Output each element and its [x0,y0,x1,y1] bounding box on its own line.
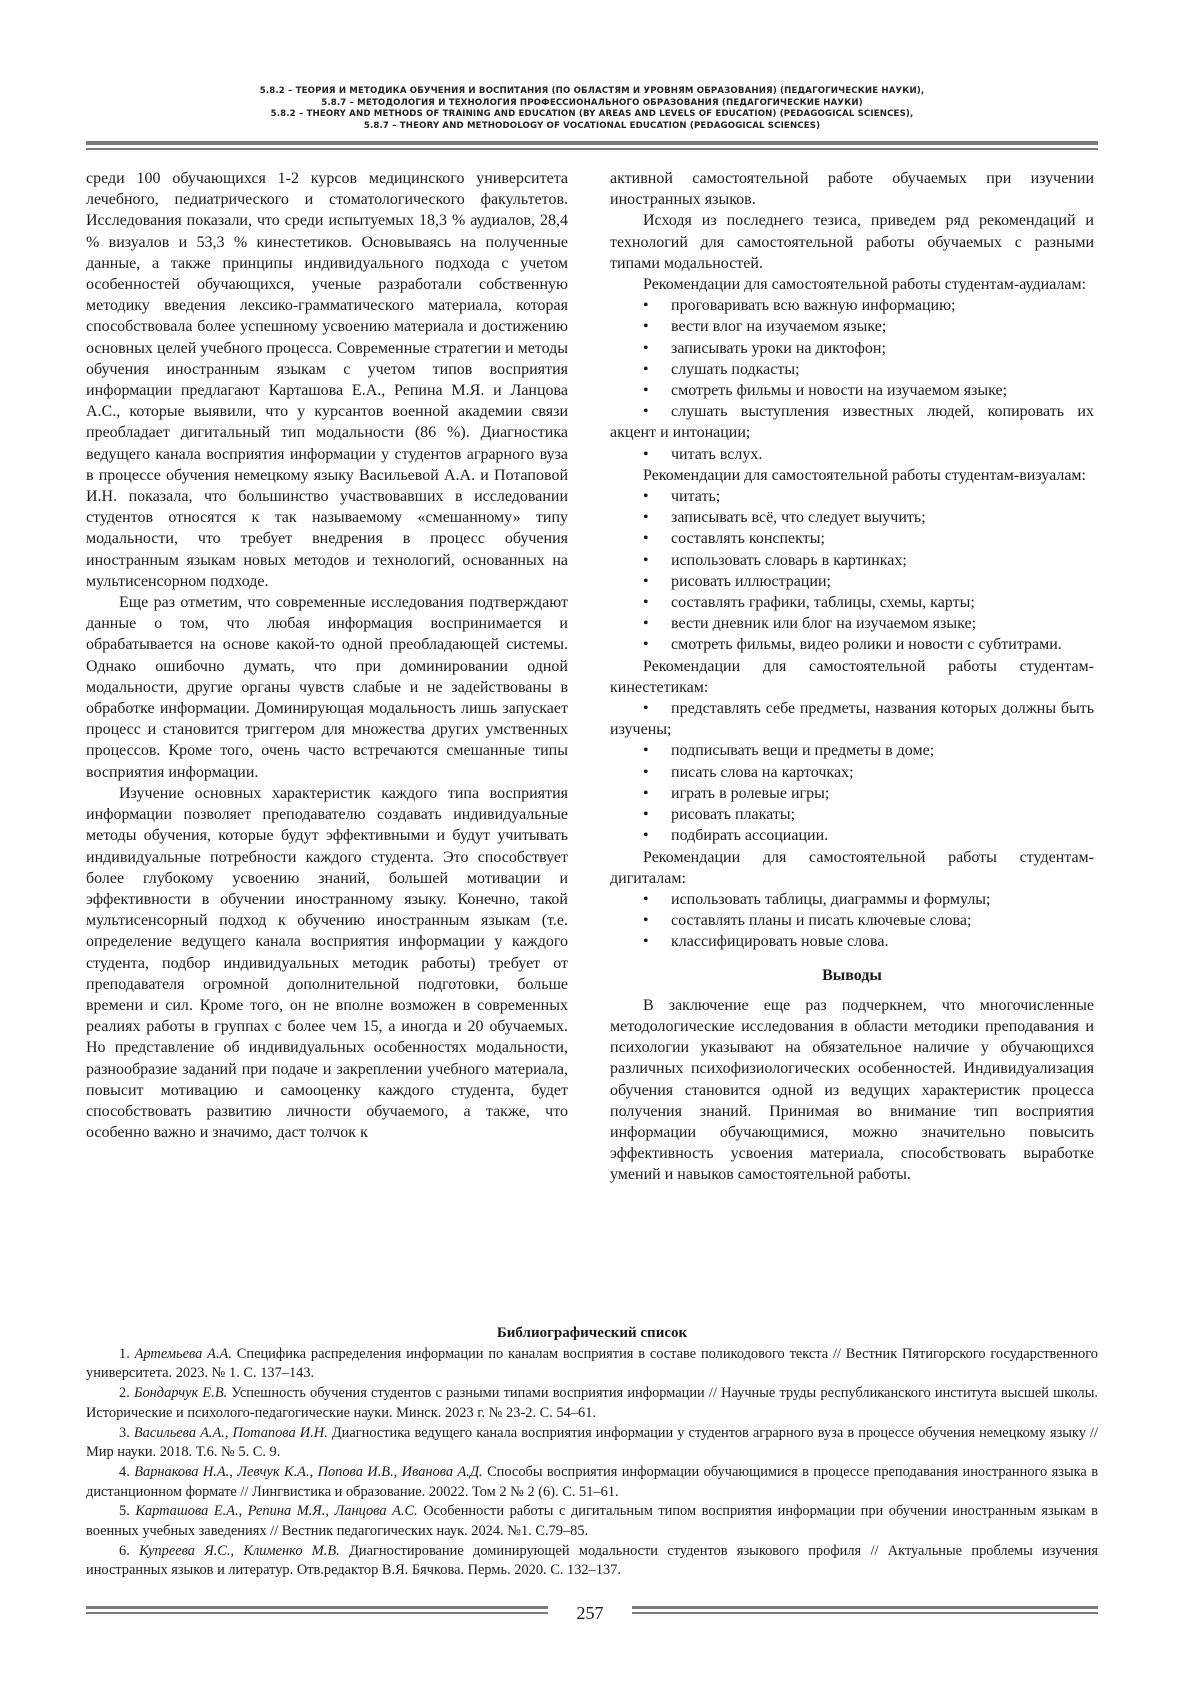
bibliography-number: 6. [119,1542,130,1559]
list-item-text: читать; [671,488,721,506]
page-number: 257 [576,1603,604,1623]
conclusions-title: Выводы [822,966,882,984]
list-item [610,740,1094,761]
list-item-text: вести дневник или блог на изучаемом языке; [671,615,977,633]
bibliography-authors: Купреева Я.С., Клименко М.В. [139,1542,340,1559]
list-item-text: представлять себе предметы, названия которых должны быть изучены; [610,700,1094,739]
bullet-icon: • [643,912,649,930]
bibliography-authors: Бондарчук Е.В. [133,1385,228,1402]
visual-heading: Рекомендации для самостоятельной работы студентам-визуалам: [643,466,1086,484]
list-item [610,486,1094,507]
bibliography-authors: Карташова Е.А., Репина М.Я., Ланцова А.С. [135,1503,418,1520]
list-item-text: записывать всё, что следует выучить; [671,509,926,527]
bibliography-title: Библиографический список [496,1325,688,1341]
list-item [610,910,1094,931]
list-item [610,444,1094,465]
kinesthetic-heading: Рекомендации для самостоятельной работы студентам-кинестетикам: [610,657,1094,696]
list-item-text: использовать таблицы, диаграммы и формулы; [671,890,991,908]
list-item-text: читать вслух. [671,445,763,463]
bullet-icon: • [643,530,649,548]
bibliography-number: 2. [119,1385,130,1402]
bullet-icon: • [643,488,649,506]
bibliography-item [86,1424,1098,1463]
kinesthetic-list [610,698,1094,846]
list-item-text: составлять графики, таблицы, схемы, карты; [671,594,975,612]
bullet-icon: • [643,318,649,336]
audial-heading: Рекомендации для самостоятельной работы студентам-аудиалам: [643,276,1087,294]
digital-list [610,889,1094,953]
left-paragraph-3: Изучение основных характеристик каждого типа восприятия информации позволяет преподавателю создавать индивидуальные методы обучения, которые будут эффективными и будут учитывать индивидуальные потребности каждого студента. Это способствует более глубокому усвоению знаний, большей мотивации и эффективности в обучении иностранному языку. Конечно, такой мультисенсорный подход к обучению иностранным языкам (т.е. определение ведущего канала восприятия информации у каждого студента, подбор индивидуальных методик работы) требует от преподавателя огромной дополнительной подготовки, больше времени и сил. Кроме того, он не вполне возможен в современных реалиях работы в группах с более чем 15, а иногда и 20 обучаемых. Но представление об индивидуальных особенностях модальности, разнообразие заданий при подаче и закреплении учебного материала, повысит мотивацию и самооценку каждого студента, будет способствовать развитию личности обучаемого, а также, что особенно важно и значимо, даст толчок к [86,784,568,1142]
bibliography-authors: Варнакова Н.А., Левчук К.А., Попова И.В., Иванова А.Д. [134,1463,483,1480]
header-rule-thick [86,141,1098,145]
list-item [610,507,1094,528]
list-item [610,804,1094,825]
bullet-icon: • [643,784,649,802]
footer-rule-right-thick [632,1606,1098,1609]
bullet-icon: • [643,933,649,951]
bibliography-text: Диагностика ведущего канала восприятия информации у студентов аграрного вуза в процессе обучения немецкому языку // Мир науки. 2018. Т.6. № 5. С. 9. [86,1424,1098,1461]
list-item [610,359,1094,380]
list-item-text: использовать словарь в картинках; [671,551,907,569]
bibliography-item [86,1502,1098,1541]
bullet-icon: • [643,763,649,781]
list-item [610,931,1094,952]
header-line-1: 5.8.2 – ТЕОРИЯ И МЕТОДИКА ОБУЧЕНИЯ И ВОСПИТАНИЯ (ПО ОБЛАСТЯМ И УРОВНЯМ ОБРАЗОВАНИЯ) (ПЕДАГОГИЧЕСКИЕ НАУКИ), [259,86,925,96]
list-item [610,316,1094,337]
list-item-text: рисовать иллюстрации; [671,572,831,590]
list-item-text: рисовать плакаты; [671,806,796,824]
header-line-2: 5.8.7 – МЕТОДОЛОГИЯ И ТЕХНОЛОГИЯ ПРОФЕССИОНАЛЬНОГО ОБРАЗОВАНИЯ (ПЕДАГОГИЧЕСКИЕ НАУКИ) [321,97,863,108]
bullet-icon: • [643,509,649,527]
list-item-text: классифицировать новые слова. [671,933,889,951]
bullet-icon: • [643,297,649,315]
visual-list [610,486,1094,656]
list-item [610,634,1094,655]
bullet-icon: • [643,636,649,654]
bibliography-number: 4. [119,1463,130,1480]
list-item-text: подписывать вещи и предметы в доме; [671,742,935,760]
header-line-4: 5.8.7 – THEORY AND METHODOLOGY OF VOCATIONAL EDUCATION (PEDAGOGICAL SCIENCES) [363,120,821,131]
bibliography-text: Особенности работы с дигитальным типом восприятия информации при обучении иностранным языкам в военных учебных заведениях // Вестник педагогических наук. 2024. №1. С.79–85. [86,1503,1098,1540]
bibliography-item [86,1384,1098,1423]
header-rule-thin [86,148,1098,150]
bibliography-authors: Васильева А.А., Потапова И.Н. [133,1424,328,1441]
bibliography-number: 3. [119,1424,130,1441]
digital-heading: Рекомендации для самостоятельной работы студентам-дигиталам: [610,848,1094,887]
bullet-icon: • [643,594,649,612]
list-item [610,401,1094,443]
footer-rule-left-thick [86,1606,548,1609]
list-item-text: составлять планы и писать ключевые слова; [671,912,972,930]
bibliography-text: Успешность обучения студентов с разными типами восприятия информации // Научные труды республиканского института высшей школы. Исторические и психолого-педагогические науки. Минск. 2023 г. № 23-2. С. 54–61. [86,1385,1098,1421]
bullet-icon: • [643,806,649,824]
right-paragraph-2: Исходя из последнего тезиса, приведем ряд рекомендаций и технологий для самостоятельной работы обучаемых с разными типами модальностей. [610,212,1094,272]
bibliography-number: 5. [119,1503,130,1520]
list-item-text: слушать подкасты; [671,360,800,378]
list-item-text: смотреть фильмы и новости на изучаемом языке; [671,382,1008,400]
list-item-text: играть в ролевые игры; [671,784,830,802]
list-item-text: подбирать ассоциации. [671,827,829,845]
bullet-icon: • [643,827,649,845]
bullet-icon: • [643,339,649,357]
bibliography-text: Специфика распределения информации по каналам восприятия в составе поликодового текста // Вестник Пятигорского государственного университета. 2023. № 1. С. 137–143. [86,1345,1098,1382]
list-item-text: слушать выступления известных людей, копировать их акцент и интонации; [610,403,1094,442]
list-item-text: составлять конспекты; [671,530,825,548]
bullet-icon: • [643,403,649,421]
bullet-icon: • [643,890,649,908]
list-item [610,338,1094,359]
bibliography-item [86,1345,1098,1384]
list-item [610,550,1094,571]
list-item-text: записывать уроки на диктофон; [671,339,886,357]
bullet-icon: • [643,615,649,633]
list-item [610,295,1094,316]
right-paragraph-1: активной самостоятельной работе обучаемых при изучении иностранных языков. [610,170,1094,209]
list-item [610,889,1094,910]
list-item [610,571,1094,592]
footer-rule-right-thin [632,1612,1098,1614]
footer-rule-left-thin [86,1612,548,1614]
bullet-icon: • [643,382,649,400]
bibliography-item [86,1542,1098,1581]
list-item-text: писать слова на карточках; [671,763,854,781]
bibliography-text: Диагностирование доминирующей модальности студентов языкового профиля // Актуальные проблемы изучения иностранных языков и литератур. Отв.редактор В.Я. Бячкова. Пермь. 2020. С. 132–137. [86,1542,1098,1579]
bullet-icon: • [643,360,649,378]
audial-list [610,295,1094,465]
list-item [610,825,1094,846]
right-column [610,168,1094,1186]
bullet-icon: • [643,445,649,463]
list-item-text: вести влог на изучаемом языке; [671,318,887,336]
left-paragraph-2: Еще раз отметим, что современные исследования подтверждают данные о том, что любая информация воспринимается и обрабатывается на основе какой-то одной преобладающей системы. Однако ошибочно думать, что при доминировании одной модальности, другие органы чувств слабые и не задействованы в обработке информации. Доминирующая модальность лишь запускает процесс и становится триггером для множества других умственных процессов. Кроме того, очень часто встречаются смешанные типы восприятия информации. [86,594,568,781]
list-item [610,592,1094,613]
list-item-text: смотреть фильмы, видео ролики и новости с субтитрами. [671,636,1062,654]
conclusions-paragraph: В заключение еще раз подчеркнем, что многочисленные методологические исследования в области методики преподавания и психологии указывают на обязательное наличие у обучающихся различных психофизиологических особенностей. Индивидуализация обучения становится одной из ведущих характеристик процесса получения знаний. Принимая во внимание тип восприятия информации обучающимися, можно значительно повысить эффективность усвоения материала, способствовать выработке умений и навыков самостоятельной работы. [610,996,1094,1184]
bullet-icon: • [643,551,649,569]
list-item [610,698,1094,740]
bibliography-item [86,1463,1098,1502]
bibliography-text: Способы восприятия информации обучающимися в процессе преподавания иностранного языка в дистанционном формате // Лингвистика и образование. 20022. Том 2 № 2 (6). С. 51–61. [86,1463,1098,1500]
bullet-icon: • [643,700,649,718]
bullet-icon: • [643,572,649,590]
list-item [610,380,1094,401]
bibliography [86,1324,1098,1581]
list-item [610,613,1094,634]
bibliography-number: 1. [119,1345,130,1362]
running-header [86,86,1098,132]
list-item-text: проговаривать всю важную информацию; [671,297,956,315]
bibliography-list [86,1345,1098,1581]
left-column [86,168,568,1143]
left-paragraph-1: среди 100 обучающихся 1-2 курсов медицинского университета лечебного, педиатрического и стоматологического факультетов. Исследования показали, что среди испытуемых 18,3 % аудиалов, 28,4 % визуалов и 53,3 % кинестетиков. Основываясь на полученные данные, а также принципы индивидуального подхода с учетом особенностей обучающихся, ученые разработали собственную методику введения лексико-грамматического материала, которая способствовала более успешному усвоению материала и достижению основных целей учебного процесса. Современные стратегии и методы обучения иностранным языкам с учетом типов восприятия информации предлагают Карташова Е.А., Репина М.Я. и Ланцова А.С., которые выявили, что у курсантов военной академии связи преобладает дигитальный тип модальности (86 %). Диагностика ведущего канала восприятия информации у студентов аграрного вуза в процессе обучения немецкому языку Васильевой А.А. и Потаповой И.Н. показала, что большинство участвовавших в исследовании студентов относятся к так называемому «смешанному» типу модальности, что требует внедрения в процесс обучения иностранным языкам новых методов и технологий, основанных на мультисенсорном подходе. [86,170,568,590]
list-item [610,762,1094,783]
list-item [610,528,1094,549]
header-line-3: 5.8.2 – THEORY AND METHODS OF TRAINING AND EDUCATION (BY AREAS AND LEVELS OF EDUCATION) (PEDAGOGICAL SCIENCES), [270,109,914,120]
bibliography-authors: Артемьева А.А. [134,1345,232,1362]
list-item [610,783,1094,804]
bullet-icon: • [643,742,649,760]
